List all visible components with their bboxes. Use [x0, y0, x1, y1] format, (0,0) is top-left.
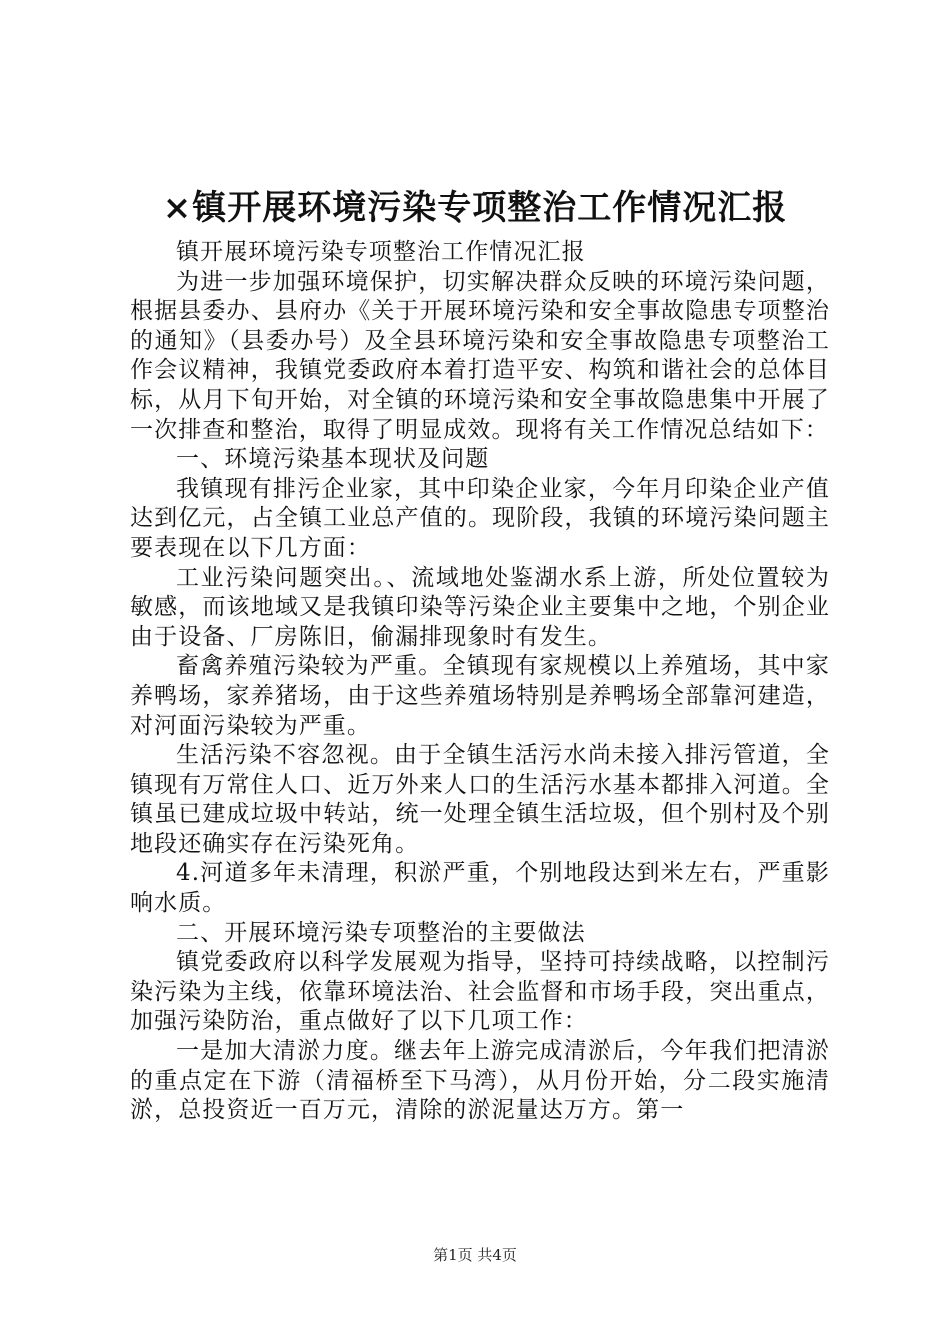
paragraph: 一是加大清淤力度。继去年上游完成清淤后，今年我们把清淤的重点定在下游（清福桥至下马湾），从月份开始，分二段实施清淤，总投资近一百万元，清除的淤泥量达万方。第一 [130, 1038, 830, 1124]
paragraph: 4.河道多年未清理，积淤严重，个别地段达到米左右，严重影响水质。 [130, 860, 830, 917]
paragraph: 镇党委政府以科学发展观为指导，坚持可持续战略，以控制污染污染为主线，依靠环境法治、社会监督和市场手段，突出重点，加强污染防治，重点做好了以下几项工作： [130, 949, 830, 1035]
paragraph: 畜禽养殖污染较为严重。全镇现有家规模以上养殖场，其中家养鸭场，家养猪场，由于这些养殖场特别是养鸭场全部靠河建造，对河面污染较为严重。 [130, 653, 830, 739]
paragraph: 镇开展环境污染专项整治工作情况汇报 [176, 239, 586, 265]
paragraph: 我镇现有排污企业家，其中印染企业家，今年月印染企业产值达到亿元，占全镇工业总产值的。现阶段，我镇的环境污染问题主要表现在以下几方面： [130, 475, 830, 561]
paragraph: 生活污染不容忽视。由于全镇生活污水尚未接入排污管道，全镇现有万常住人口、近万外来人口的生活污水基本都排入河道。全镇虽已建成垃圾中转站，统一处理全镇生活垃圾，但个别村及个别地段还确实存在污染死角。 [130, 742, 830, 857]
document-body [130, 238, 830, 1126]
document-title: ×镇开展环境污染专项整治工作情况汇报 [162, 188, 788, 228]
paragraph: 为进一步加强环境保护，切实解决群众反映的环境污染问题，根据县委办、县府办《关于开展环境污染和安全事故隐患专项整治的通知》（县委办号）及全县环境污染和安全事故隐患专项整治工作会议精神，我镇党委政府本着打造平安、构筑和谐社会的总体目标，从月下旬开始，对全镇的环境污染和安全事故隐患集中开展了一次排查和整治，取得了明显成效。现将有关工作情况总结如下： [130, 268, 830, 443]
section-heading: 一、环境污染基本现状及问题 [176, 446, 490, 473]
page-footer: 第1页 共4页 [433, 1246, 517, 1264]
paragraph: 工业污染问题突出。、流域地处鉴湖水系上游，所处位置较为敏感，而该地域又是我镇印染等污染企业主要集中之地，个别企业由于设备、厂房陈旧，偷漏排现象时有发生。 [130, 564, 830, 650]
section-heading: 二、开展环境污染专项整治的主要做法 [176, 919, 586, 946]
